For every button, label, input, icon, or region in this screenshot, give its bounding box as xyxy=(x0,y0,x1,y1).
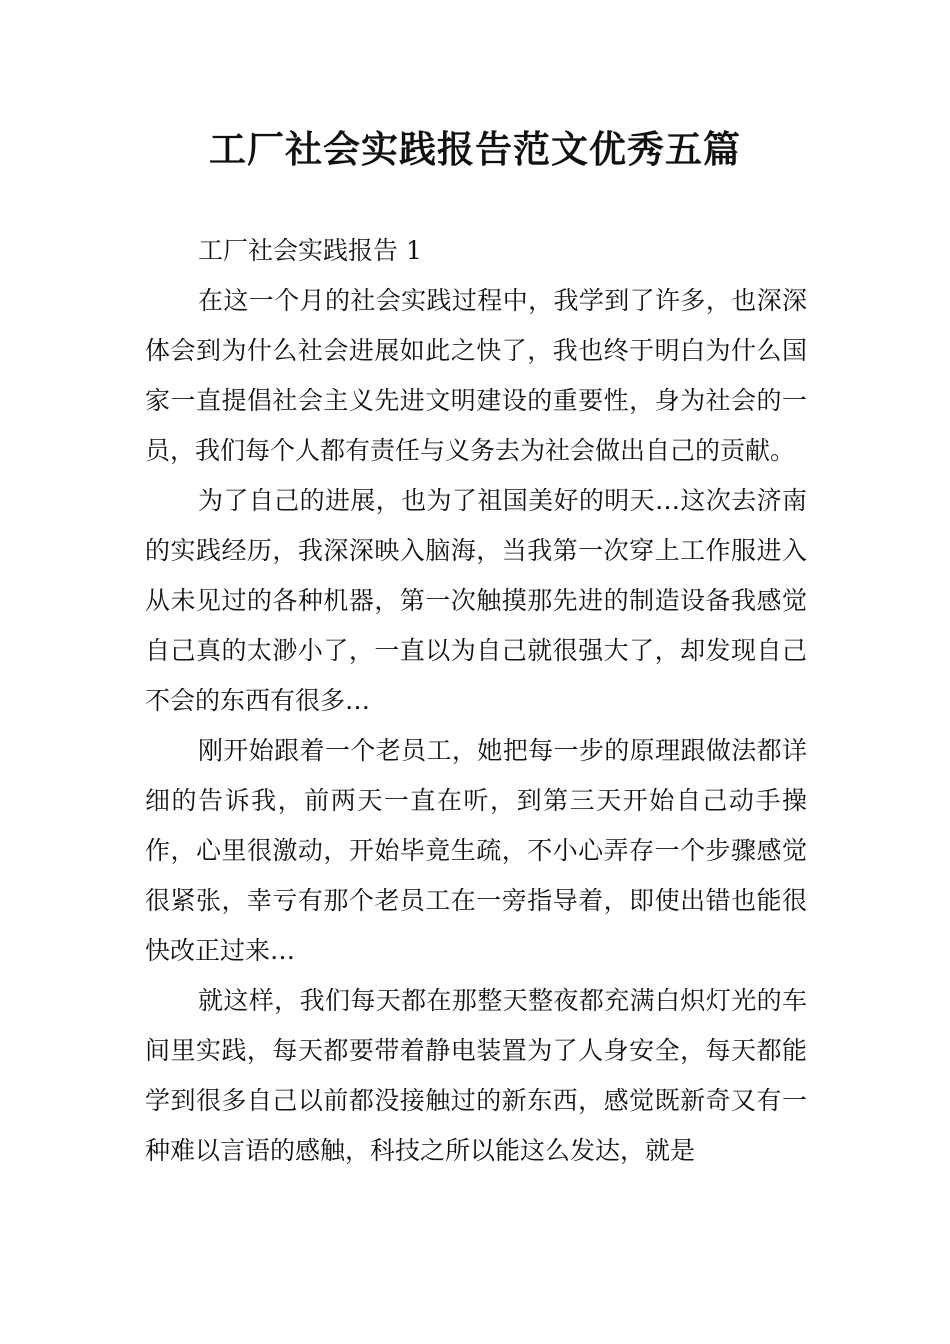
paragraph-3: 刚开始跟着一个老员工，她把每一步的原理跟做法都详细的告诉我，前两天一直在听，到第三天开始自己动手操作，心里很激动，开始毕竟生疏，不小心弄存一个步骤感觉很紧张，幸亏有那个老员工在一旁指导着，即使出错也能很快改正过来… xyxy=(145,736,807,965)
section-heading: 工厂社会实践报告 1 xyxy=(198,236,422,265)
paragraph-2: 为了自己的进展，也为了祖国美好的明天…这次去济南的实践经历，我深深映入脑海，当我第一次穿上工作服进入从未见过的各种机器，第一次触摸那先进的制造设备我感觉自己真的太渺小了，一直以为自己就很强大了，却发现自己不会的东西有很多… xyxy=(145,486,807,715)
document-body xyxy=(145,226,807,1176)
paragraph-4: 就这样，我们每天都在那整天整夜都充满白炽灯光的车间里实践，每天都要带着静电装置为了人身安全，每天都能学到很多自己以前都没接触过的新东西，感觉既新奇又有一种难以言语的感触，科技之所以能这么发达，就是 xyxy=(145,986,807,1165)
document-title: 工厂社会实践报告范文优秀五篇 xyxy=(209,128,741,171)
paragraph-1: 在这一个月的社会实践过程中，我学到了许多，也深深体会到为什么社会进展如此之快了，我也终于明白为什么国家一直提倡社会主义先进文明建设的重要性，身为社会的一员，我们每个人都有责任与义务去为社会做出自己的贡献。 xyxy=(145,286,807,465)
